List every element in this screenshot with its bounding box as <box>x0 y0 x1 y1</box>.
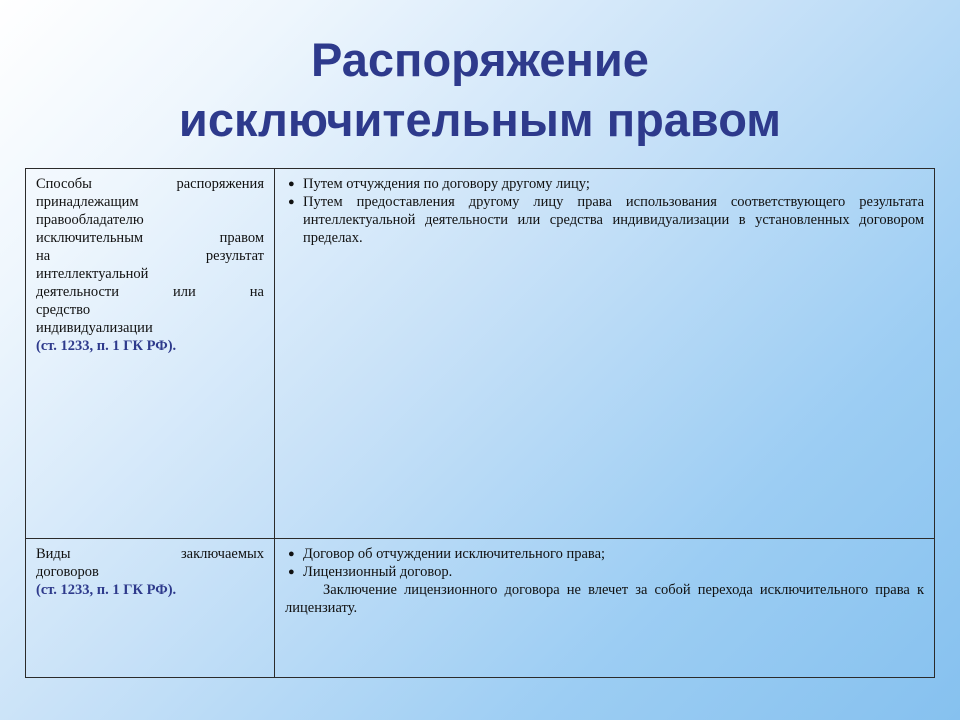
row-2-bullet-list <box>285 545 924 581</box>
table-row <box>26 169 935 539</box>
row-1-label-line: средство <box>36 302 91 318</box>
license-note: Заключение лицензионного договора не влечет за собой перехода исключительного права к лицензиату. <box>285 582 924 616</box>
row-1-label-line: принадлежащим <box>36 194 139 210</box>
row-1-label-line: индивидуализации <box>36 320 153 336</box>
row-1-label-line: правообладателю <box>36 212 144 228</box>
bullet-text: Договор об отчуждении исключительного права; <box>303 546 606 562</box>
row-2-label-line: договоров <box>36 564 99 580</box>
row-1-label-line: Способы распоряжения <box>36 176 264 192</box>
list-item <box>285 193 924 247</box>
row-2-content-cell <box>275 539 935 678</box>
row-1-law-reference: (ст. 1233, п. 1 ГК РФ). <box>36 338 177 354</box>
title-line-1: Распоряжение <box>311 33 649 86</box>
row-1-label-line: интеллектуальной <box>36 266 149 282</box>
row-2-label-line: Виды заключаемых <box>36 546 264 562</box>
list-item <box>285 175 924 193</box>
row-1-label-line: на результат <box>36 248 264 264</box>
bullet-icon: ● <box>288 566 295 578</box>
row-1-label-line: деятельности или на <box>36 284 264 300</box>
bullet-text: Путем предоставления другому лицу права использования соответствующего результата интеллектуальной деятельности или средства индивидуализации в установленных договором пределах. <box>303 194 924 246</box>
table-row <box>26 539 935 678</box>
disposal-table <box>25 168 935 678</box>
list-item <box>285 545 924 563</box>
row-1-label-line: исключительным правом <box>36 230 264 246</box>
bullet-icon: ● <box>288 178 295 190</box>
title-line-2: исключительным правом <box>178 93 782 146</box>
bullet-text: Лицензионный договор. <box>303 564 453 580</box>
bullet-icon: ● <box>288 196 295 208</box>
bullet-text: Путем отчуждения по договору другому лицу; <box>303 176 590 192</box>
list-item <box>285 563 924 581</box>
page-title <box>0 30 960 150</box>
row-1-bullet-list <box>285 175 924 247</box>
row-1-content-cell <box>275 169 935 539</box>
bullet-icon: ● <box>288 548 295 560</box>
row-2-law-reference: (ст. 1233, п. 1 ГК РФ). <box>36 582 177 598</box>
row-2-label-cell <box>26 539 275 678</box>
row-1-label-cell <box>26 169 275 539</box>
